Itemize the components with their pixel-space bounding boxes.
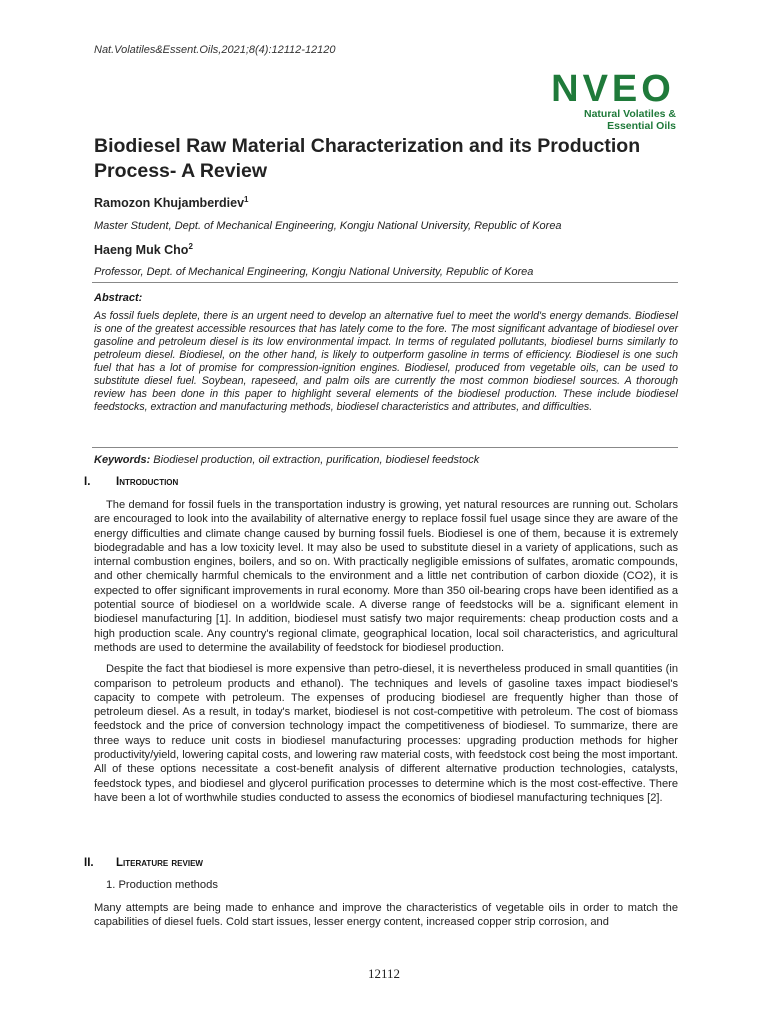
section-1-heading	[84, 476, 178, 488]
divider-bottom	[92, 447, 678, 448]
author-1-affiliation: Master Student, Dept. of Mechanical Engineering, Kongju National University, Republic of Korea	[94, 220, 562, 232]
logo-subtitle-line2: Essential Oils	[607, 120, 676, 132]
section-1-body	[94, 498, 678, 805]
divider-top	[92, 282, 678, 283]
title-line2: Process- A Review	[94, 160, 268, 182]
abstract-text: As fossil fuels deplete, there is an urgent need to develop an alternative fuel to meet the world's energy demands. Biodiesel is one of the greatest accessible resources that has lately come to the fore. The most significant advantage of biodiesel over gasoline and petroleum diesel is its low environmental impact. In terms of regulated pollutants, biodiesel burns similarly to petroleum diesel. Biodiesel, on the other hand, is likely to outperform gasoline in terms of efficiency. Biodiesel is one such fuel that has a lot of promise for compression-ignition engines. Biodiesel, produced from vegetable oils, can be used to substitute diesel fuel. Soybean, rapeseed, and palm oils are currently the most common biodiesel sources. A thorough review has been done in this paper to highlight several elements of the biodiesel production. These include biodiesel feedstocks, extraction and manufacturing methods, biodiesel characteristics and attributes, and difficulties.	[94, 310, 678, 413]
section-2-paragraph-1: Many attempts are being made to enhance and improve the characteristics of vegetable oils in order to match the capabilities of diesel fuels. Cold start issues, lesser energy content, increased copper strip corrosion, and	[94, 902, 678, 929]
journal-citation: Nat.Volatiles&Essent.Oils,2021;8(4):12112-12120	[94, 44, 336, 56]
section-1-number: I.	[84, 476, 91, 488]
journal-logo	[548, 70, 678, 132]
page-number: 12112	[367, 966, 401, 981]
section-1-paragraph-1: The demand for fossil fuels in the transportation industry is growing, yet natural resources are running out. Scholars are encouraged to look into the availability of alternative energy to replace fossil fuel usage since they are aware of the energy difficulties and climate change caused by burning fossil fuels. Biodiesel is one of them, because it is extremely biodegradable and has a low toxicity level. It may also be used to substitute diesel in a variety of applications, such as internal combustion engines, boilers, and so on. With practically negligible emissions of sulfates, aromatic compounds, and other chemically harmful chemicals to the environment and a little net contribution of carbon dioxide (CO2), it is expected to offer significant improvements in rural economy. More than 350 oil-bearing crops have been identified as a potential source of biodiesel on a worldwide scale. A diverse range of feedstocks will be a. significant element in biodiesel manufacturing [1]. In addition, biodiesel must satisfy two major requirements: cheap production costs and a high production scale. Any country's regional climate, geographical location, local soil characteristics, and agricultural methods are used to determine the availability of feedstock for biodiesel production.	[94, 499, 678, 654]
logo-subtitle-line1: Natural Volatiles &	[584, 108, 676, 120]
section-2-subheading: 1. Production methods	[106, 879, 218, 891]
section-2-number: II.	[84, 857, 94, 869]
author-1	[94, 195, 248, 210]
author-2-affiliation: Professor, Dept. of Mechanical Engineering, Kongju National University, Republic of Korea	[94, 266, 534, 278]
title-line1: Biodiesel Raw Material Characterization and its Production	[94, 135, 641, 157]
paper-title	[94, 134, 694, 184]
section-1-title: Introduction	[116, 476, 179, 488]
section-2-title: Literature review	[116, 857, 203, 869]
keywords-text: Biodiesel production, oil extraction, purification, biodiesel feedstock	[150, 454, 480, 466]
author-2	[94, 242, 193, 257]
abstract-label: Abstract:	[94, 292, 143, 304]
author-2-sup: 2	[188, 242, 193, 251]
section-2-heading	[84, 857, 203, 869]
logo-mark: NVEO	[551, 68, 675, 110]
section-1-paragraph-2: Despite the fact that biodiesel is more expensive than petro-diesel, it is nevertheless produced in small quantities (in comparison to petroleum products and ethanol). The techniques and levels of gasoline taxes impact biodiesel's capacity to compete with petroleum. The expenses of producing biodiesel are frequently higher than those of petroleum diesel. As a result, in today's market, biodiesel is not cost-competitive with petroleum. The cost of biomass feedstock and the price of conversion technology impact the competitiveness of biodiesel. To summarize, there are three ways to reduce unit costs in biodiesel manufacturing processes: upgrading production methods for higher productivity/yield, lowering capital costs, and lowering raw material costs, with feedstock cost being the most important. All of these options necessitate a cost-benefit analysis of different alternative production technologies, catalysts, feedstock types, and biodiesel and glycerol purification processes to determine which is the most cost-effective. There have been a lot of worthwhile studies conducted to assess the economics of biodiesel manufacturing techniques [2].	[94, 663, 678, 804]
author-1-name: Ramozon Khujamberdiev	[94, 196, 245, 211]
keywords-label: Keywords:	[94, 454, 151, 466]
keywords	[94, 454, 479, 466]
author-2-name: Haeng Muk Cho	[94, 243, 189, 258]
author-1-sup: 1	[244, 195, 249, 204]
section-2-body	[94, 901, 678, 930]
